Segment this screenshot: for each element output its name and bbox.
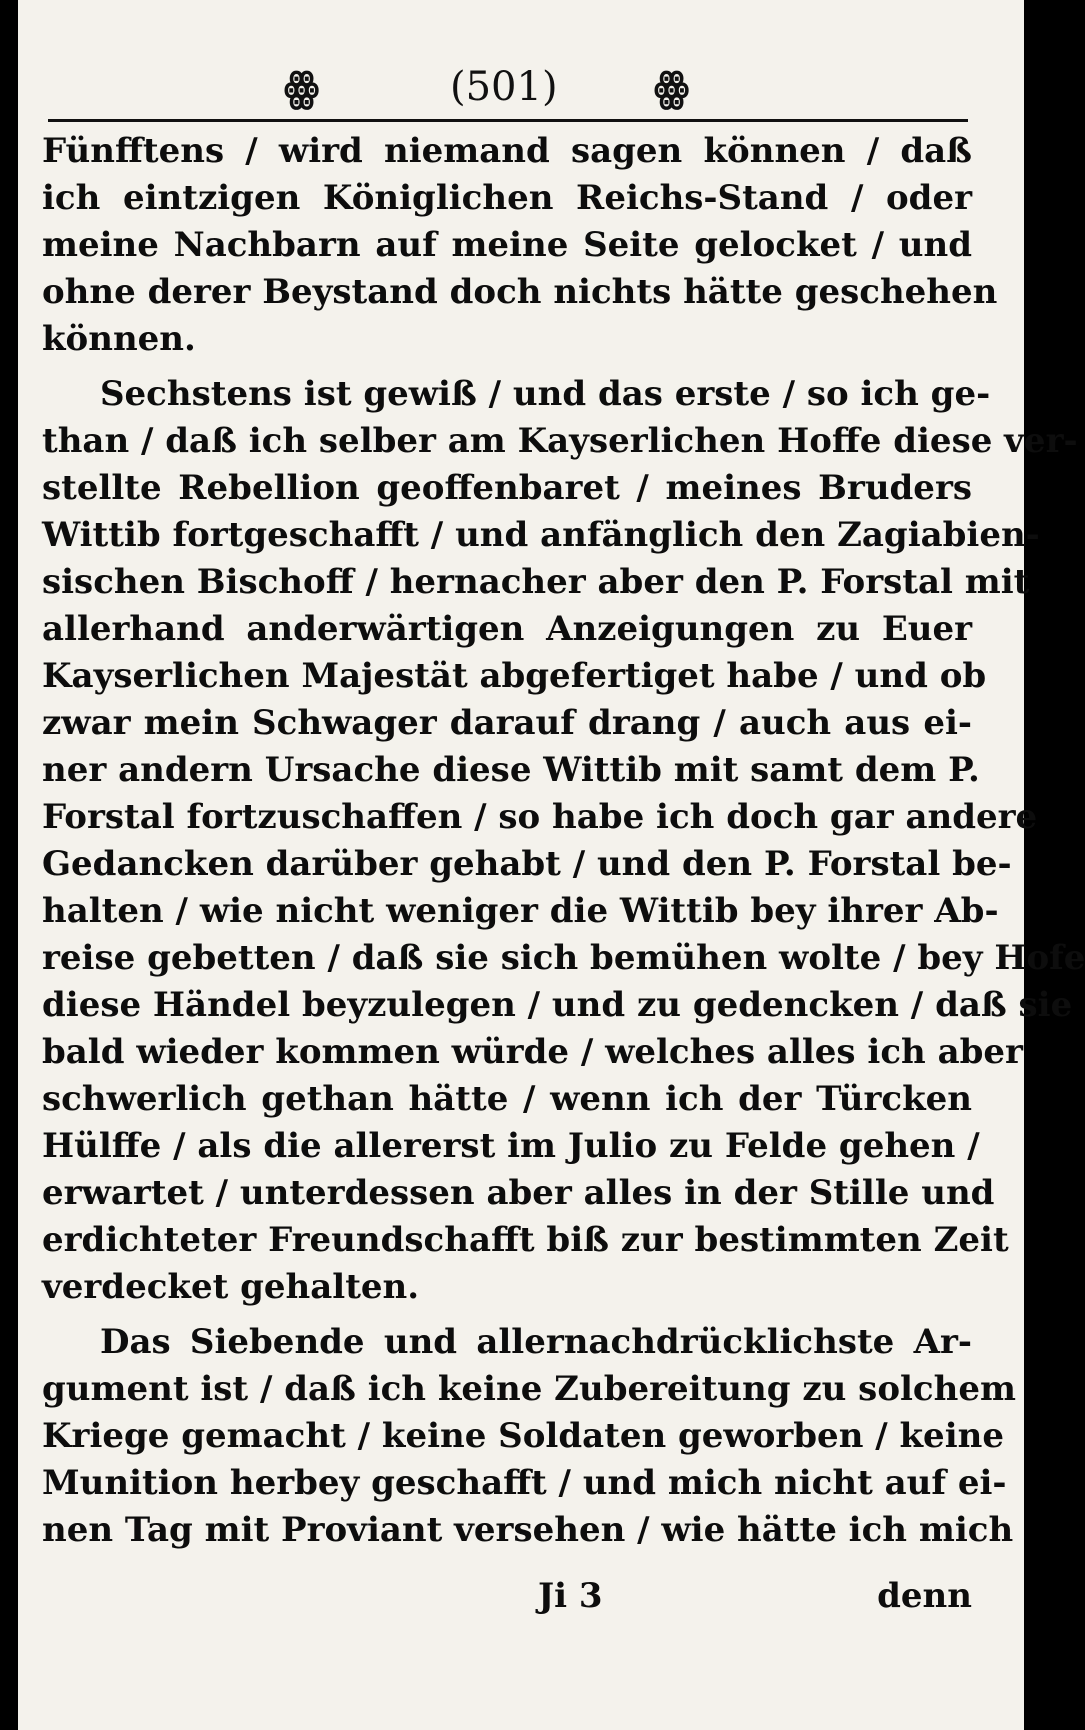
- text-line: bald wieder kommen würde / welches alles ich aber: [42, 1032, 1023, 1072]
- text-line: erwartet / unterdessen aber alles in der Stille und: [42, 1173, 995, 1213]
- signature-mark: Ji 3: [538, 1576, 603, 1616]
- right-ornament-icon: ꙮ: [654, 64, 688, 111]
- text-line: allerhand anderwärtigen Anzeigungen zu Euer: [42, 609, 972, 649]
- text-line: ner andern Ursache diese Wittib mit samt dem P.: [42, 750, 980, 790]
- text-line: Sechstens ist gewiß / und das erste / so ich ge-: [100, 374, 991, 414]
- text-line: ohne derer Beystand doch nichts hätte geschehen: [42, 272, 998, 312]
- text-line: sischen Bischoff / hernacher aber den P. Forstal mit: [42, 562, 1030, 602]
- page-number: (501): [450, 64, 558, 110]
- catchword: denn: [877, 1576, 972, 1616]
- text-line: Das Siebende und allernachdrücklichste Ar-: [100, 1322, 972, 1362]
- text-line: Wittib fortgeschafft / und anfänglich den Zagiabien-: [42, 515, 1040, 555]
- text-line: diese Händel beyzulegen / und zu gedencken / daß sie: [42, 985, 1073, 1025]
- text-line: reise gebetten / daß sie sich bemühen wolte / bey Hofe: [42, 938, 1085, 978]
- text-line: halten / wie nicht weniger die Wittib bey ihrer Ab-: [42, 891, 999, 931]
- book-page: [18, 0, 1085, 1730]
- text-line: nen Tag mit Proviant versehen / wie hätte ich mich: [42, 1510, 1014, 1550]
- text-line: Gedancken darüber gehabt / und den P. Forstal be-: [42, 844, 1012, 884]
- text-line: zwar mein Schwager darauf drang / auch aus ei-: [42, 703, 972, 743]
- header-rule: [48, 119, 968, 122]
- text-line: können.: [42, 319, 196, 359]
- text-line: schwerlich gethan hätte / wenn ich der Türcken: [42, 1079, 972, 1119]
- text-line: Fünfftens / wird niemand sagen können / daß: [42, 131, 972, 171]
- text-line: stellte Rebellion geoffenbaret / meines Bruders: [42, 468, 972, 508]
- left-ornament-icon: ꙮ: [284, 64, 318, 111]
- body-text: [42, 128, 1085, 1554]
- text-line: meine Nachbarn auf meine Seite gelocket / und: [42, 225, 972, 265]
- text-line: Munition herbey geschafft / und mich nicht auf ei-: [42, 1463, 1007, 1503]
- page-header: [42, 58, 972, 118]
- text-line: erdichteter Freundschafft biß zur bestimmten Zeit: [42, 1220, 1009, 1260]
- text-line: Kriege gemacht / keine Soldaten geworben / keine: [42, 1416, 1004, 1456]
- text-line: Kayserlichen Majestät abgefertiget habe / und ob: [42, 656, 987, 696]
- page-footer: [42, 1576, 972, 1626]
- text-line: than / daß ich selber am Kayserlichen Hoffe diese ver-: [42, 421, 1078, 461]
- text-line: verdecket gehalten.: [42, 1267, 420, 1307]
- text-line: Forstal fortzuschaffen / so habe ich doch gar andere: [42, 797, 1038, 837]
- text-line: ich eintzigen Königlichen Reichs-Stand / oder: [42, 178, 972, 218]
- text-line: gument ist / daß ich keine Zubereitung zu solchem: [42, 1369, 1016, 1409]
- text-line: Hülffe / als die allererst im Julio zu Felde gehen /: [42, 1126, 980, 1166]
